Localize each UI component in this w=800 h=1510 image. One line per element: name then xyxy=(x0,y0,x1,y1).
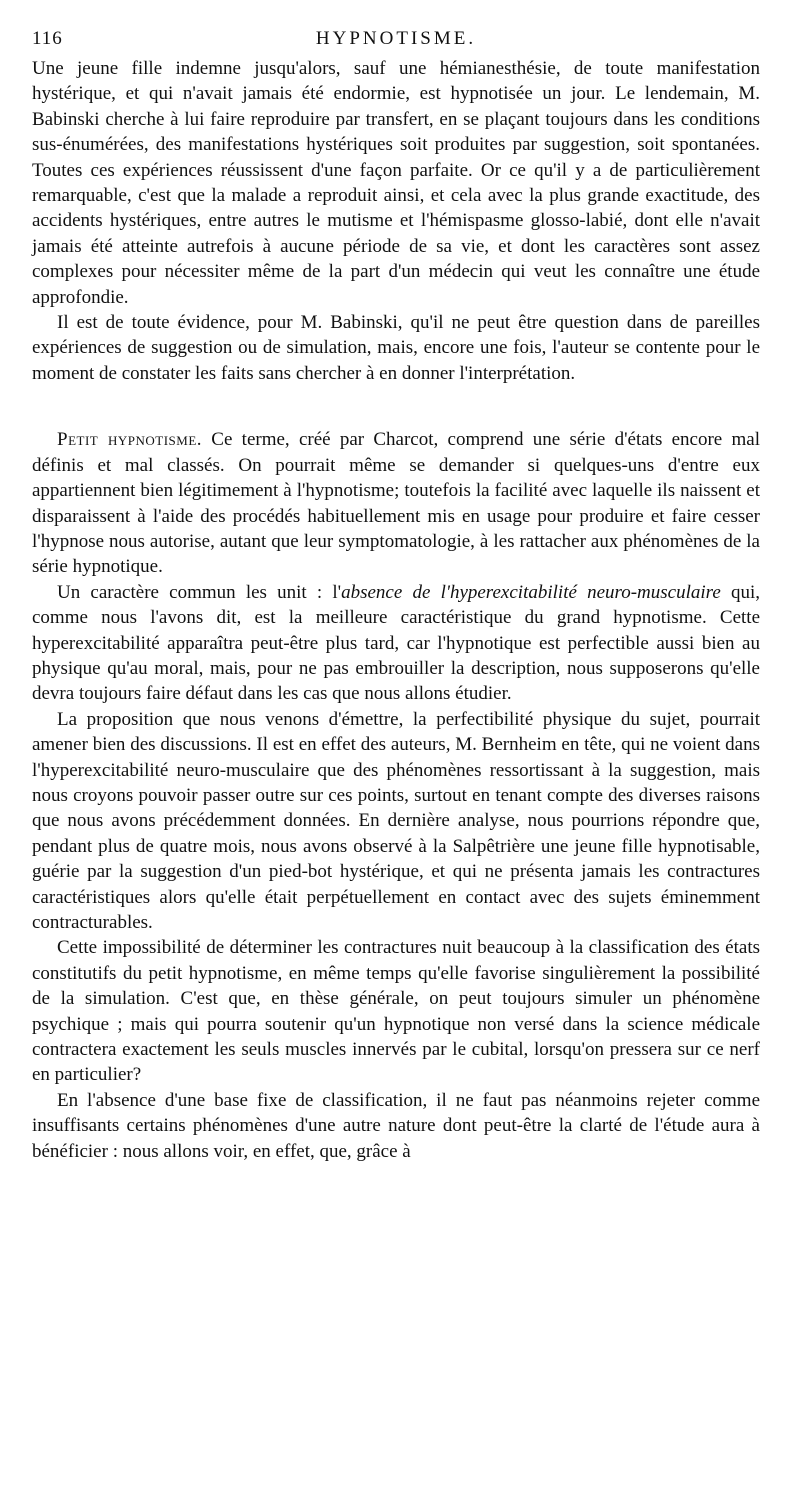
page-header xyxy=(32,28,760,56)
book-page xyxy=(32,28,760,1164)
paragraph-proposition: La proposition que nous venons d'émettre, la perfectibilité physique du sujet, pourrait amener bien des discussions. Il est en effet des auteurs, M. Bernheim en tête, qui ne voient dans l'hyperexcitabilité neuro-musculaire que des phénomènes ressortissant à la suggestion, mais nous croyons pouvoir passer outre sur ces points, surtout en tenant compte des diverses raisons que nous avons précédemment données. En dernière analyse, nous pourrions répondre que, pendant plus de quatre mois, nous avons observé à la Salpêtrière une jeune fille hypnotisable, guérie par la suggestion d'un pied-bot hystérique, et qui ne présenta jamais les contractures caractéristiques alors qu'elle était perpétuellement en contact avec des sujets éminemment contracturables. xyxy=(32,708,760,933)
paragraph-impossibilite: Cette impossibilité de déterminer les contractures nuit beaucoup à la classification des états constitutifs du petit hypnotisme, en même temps qu'elle favorise singulièrement la possibilité de la simulation. C'est que, en thèse générale, on peut toujours simuler un phénomène psychique ; mais qui pourra soutenir qu'un hypnotique non versé dans la science médicale contractera exactement les seuls muscles innervés par le cubital, lorsqu'on pressera sur ce nerf en particulier? xyxy=(32,937,760,1086)
running-title: HYPNOTISME. xyxy=(315,28,477,49)
paragraph-caractere-commun xyxy=(32,580,760,707)
section-gap xyxy=(32,386,760,427)
paragraph-text-before: Un caractère commun les unit : l' xyxy=(57,581,342,603)
section-heading: Petit hypnotisme. xyxy=(57,429,203,451)
paragraph-continued: Une jeune fille indemne jusqu'alors, sauf une hémianesthésie, de toute manifestation hystérique, et qui n'avait jamais été endormie, est hypnotisée un jour. Le lendemain, M. Babinski cherche à lui faire reproduire par transfert, en se plaçant toujours dans les conditions sus-énumérées, des manifestations hystériques soit produites par suggestion, soit spontanées. Toutes ces expériences réussissent d'une façon parfaite. Or ce qu'il y a de particulièrement remarquable, c'est que la malade a reproduit ainsi, et cela avec la plus grande exactitude, des accidents hystériques, entre autres le mutisme et l'hémispasme glosso-labié, dont elle n'avait jamais été atteinte autrefois à aucune période de sa vie, et dont les caractères sont assez complexes pour nécessiter même de la part d'un médecin qui veut les connaître une étude approfondie. xyxy=(32,58,760,308)
page-body xyxy=(32,56,760,1164)
page-number: 116 xyxy=(32,28,63,49)
paragraph-text-after: qui, comme nous l'avons dit, est la meilleure caractéristique du grand hypnotisme. Cette hyperexcitabilité apparaîtra peut-être plus tard, car l'hypnotique est perfectible aussi bien au physique qu'au moral, mais, pour ne pas embrouiller la description, nous supposerons qu'elle devra toujours faire défaut dans les cas que nous allons étudier. xyxy=(32,581,761,705)
emphasis-text: absence de l'hyperexcitabilité neuro-musculaire xyxy=(341,581,721,603)
paragraph-text: Ce terme, créé par Charcot, comprend une série d'états encore mal définis et mal classés. On pourrait même se demander si quelques-uns d'entre eux appartiennent bien légitimement à l'hypnotisme; toutefois la facilité avec laquelle ils naissent et disparaissent à l'aide des procédés habituellement mis en usage pour produire et faire cesser l'hypnose nous autorise, autant que leur symptomatologie, à les rattacher aux phénomènes de la série hypnotique. xyxy=(32,429,760,578)
paragraph-petit-hypnotisme xyxy=(32,427,760,579)
paragraph-absence-base: En l'absence d'une base fixe de classification, il ne faut pas néanmoins rejeter comme insuffisants certains phénomènes d'une autre nature dont peut-être la clarté de l'étude aura à bénéficier : nous allons voir, en effet, que, grâce à xyxy=(32,1089,760,1162)
paragraph-babinski: Il est de toute évidence, pour M. Babinski, qu'il ne peut être question dans de pareilles expériences de suggestion ou de simulation, mais, encore une fois, l'auteur se contente pour le moment de constater les faits sans chercher à en donner l'interprétation. xyxy=(32,312,760,384)
